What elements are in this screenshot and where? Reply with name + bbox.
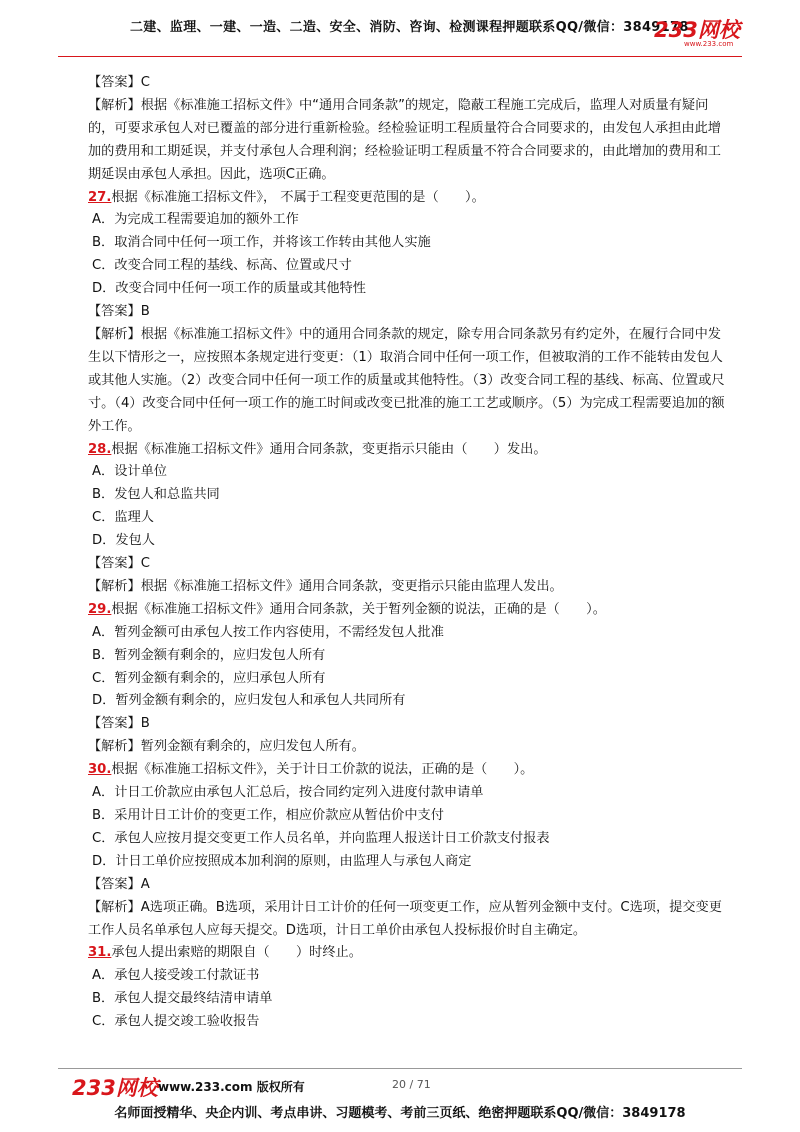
question-29 (88, 599, 728, 622)
footer-copyright: www.233.com 版权所有 (158, 1080, 305, 1094)
answer-27: 【答案】B (88, 304, 150, 320)
question-28 (88, 439, 728, 462)
option-d: D．计日工单价应按照成本加利润的原则，由监理人与承包人商定 (92, 853, 472, 869)
option-c: C．改变合同工程的基线、标高、位置或尺寸 (92, 258, 352, 274)
option-b: B．承包人提交最终结清申请单 (92, 991, 273, 1007)
brand-logo-url: www.233.com (684, 40, 734, 48)
brand-logo: 233网校 (654, 18, 740, 42)
question-number: 28. (88, 441, 112, 457)
header-promo-text: 二建、监理、一建、一造、二造、安全、消防、咨询、检测课程押题联系QQ/微信：3849178 (130, 20, 689, 35)
header-divider (58, 56, 742, 57)
option-a: A．承包人接受竣工付款证书 (92, 968, 260, 984)
footer-promo-text: 名师面授精华、央企内训、考点串讲、习题模考、考前三页纸、绝密押题联系QQ/微信：3849178 (114, 1106, 686, 1121)
footer-brand-logo: 233网校 (72, 1076, 158, 1100)
option-b: B．采用计日工计价的变更工作，相应价款应从暂估价中支付 (92, 808, 444, 823)
option-d: D．发包人 (92, 533, 155, 549)
question-number: 30. (88, 762, 112, 778)
footer-divider (58, 1068, 742, 1069)
analysis-29: 【解析】暂列金额有剩余的，应归发包人所有。 (88, 739, 365, 755)
option-a: A．为完成工程需要追加的额外工作 (92, 212, 299, 228)
option-b: B．暂列金额有剩余的，应归发包人所有 (92, 647, 326, 663)
page-header (0, 0, 800, 60)
option-c: C．承包人提交竣工验收报告 (92, 1014, 260, 1030)
analysis-28: 【解析】根据《标准施工招标文件》通用合同条款，变更指示只能由监理人发出。 (88, 578, 563, 594)
option-a: A．暂列金额可由承包人按工作内容使用，不需经发包人批准 (92, 624, 444, 640)
page-number: 20 / 71 (392, 1078, 431, 1091)
answer-30: 【答案】A (88, 876, 150, 892)
option-a: A．设计单位 (92, 464, 167, 480)
document-body (88, 72, 728, 1034)
question-stem: 根据《标准施工招标文件》，关于计日工价款的说法，正确的是（ ）。 (111, 762, 534, 778)
question-number: 29. (88, 601, 112, 617)
option-d: D．改变合同中任何一项工作的质量或其他特性 (92, 281, 366, 297)
answer-29: 【答案】B (88, 716, 150, 732)
question-30 (88, 759, 728, 782)
option-c: C．暂列金额有剩余的，应归承包人所有 (92, 670, 326, 686)
question-stem: 根据《标准施工招标文件》通用合同条款，关于暂列金额的说法，正确的是（ ）。 (111, 601, 606, 617)
analysis-30: 【解析】A选项正确。B选项，采用计日工计价的任何一项变更工作，应从暂列金额中支付。C选项，提交变更工作人员名单承包人应每天提交。D选项，计日工单价由承包人投标报价时自主确定。 (88, 899, 722, 938)
option-b: B．取消合同中任何一项工作，并将该工作转由其他人实施 (92, 235, 431, 251)
analysis-27: 【解析】根据《标准施工招标文件》中的通用合同条款的规定，除专用合同条款另有约定外，在履行合同中发生以下情形之一，应按照本条规定进行变更：（1）取消合同中任何一项工作，但被取消的工作不能转由发包人或其他人实施。（2）改变合同中任何一项工作的质量或其他特性。（3）改变合同工程的基线、标高、位置或尺寸。（4）改变合同中任何一项工作的施工时间或改变已批准的施工工艺或顺序。（5）为完成工程需要追加的额外工作。 (88, 326, 725, 434)
option-c: C．监理人 (92, 510, 154, 526)
question-number: 31. (88, 945, 112, 961)
answer-26: 【答案】C (88, 75, 150, 90)
analysis-26: 【解析】根据《标准施工招标文件》中“通用合同条款”的规定，隐蔽工程施工完成后，监理人对质量有疑问的，可要求承包人对已覆盖的部分进行重新检验。经检验证明工程质量符合合同要求的，由发包人承担由此增加的费用和工期延误，并支付承包人合理利润；经检验证明工程质量不符合合同要求的，由此增加的费用和工期延误由承包人承担。因此，选项C正确。 (88, 97, 721, 182)
question-stem: 根据《标准施工招标文件》， 不属于工程变更范围的是（ ）。 (111, 189, 485, 205)
question-number: 27. (88, 189, 112, 205)
option-d: D．暂列金额有剩余的，应归发包人和承包人共同所有 (92, 693, 406, 709)
answer-28: 【答案】C (88, 556, 150, 572)
question-27 (88, 187, 728, 210)
question-stem: 根据《标准施工招标文件》通用合同条款，变更指示只能由（ ）发出。 (111, 441, 547, 457)
option-c: C．承包人应按月提交变更工作人员名单，并向监理人报送计日工价款支付报表 (92, 830, 550, 846)
option-b: B．发包人和总监共同 (92, 487, 220, 503)
question-stem: 承包人提出索赔的期限自（ ）时终止。 (111, 945, 362, 961)
option-a: A．计日工价款应由承包人汇总后，按合同约定列入进度付款申请单 (92, 785, 484, 801)
question-31 (88, 942, 728, 965)
